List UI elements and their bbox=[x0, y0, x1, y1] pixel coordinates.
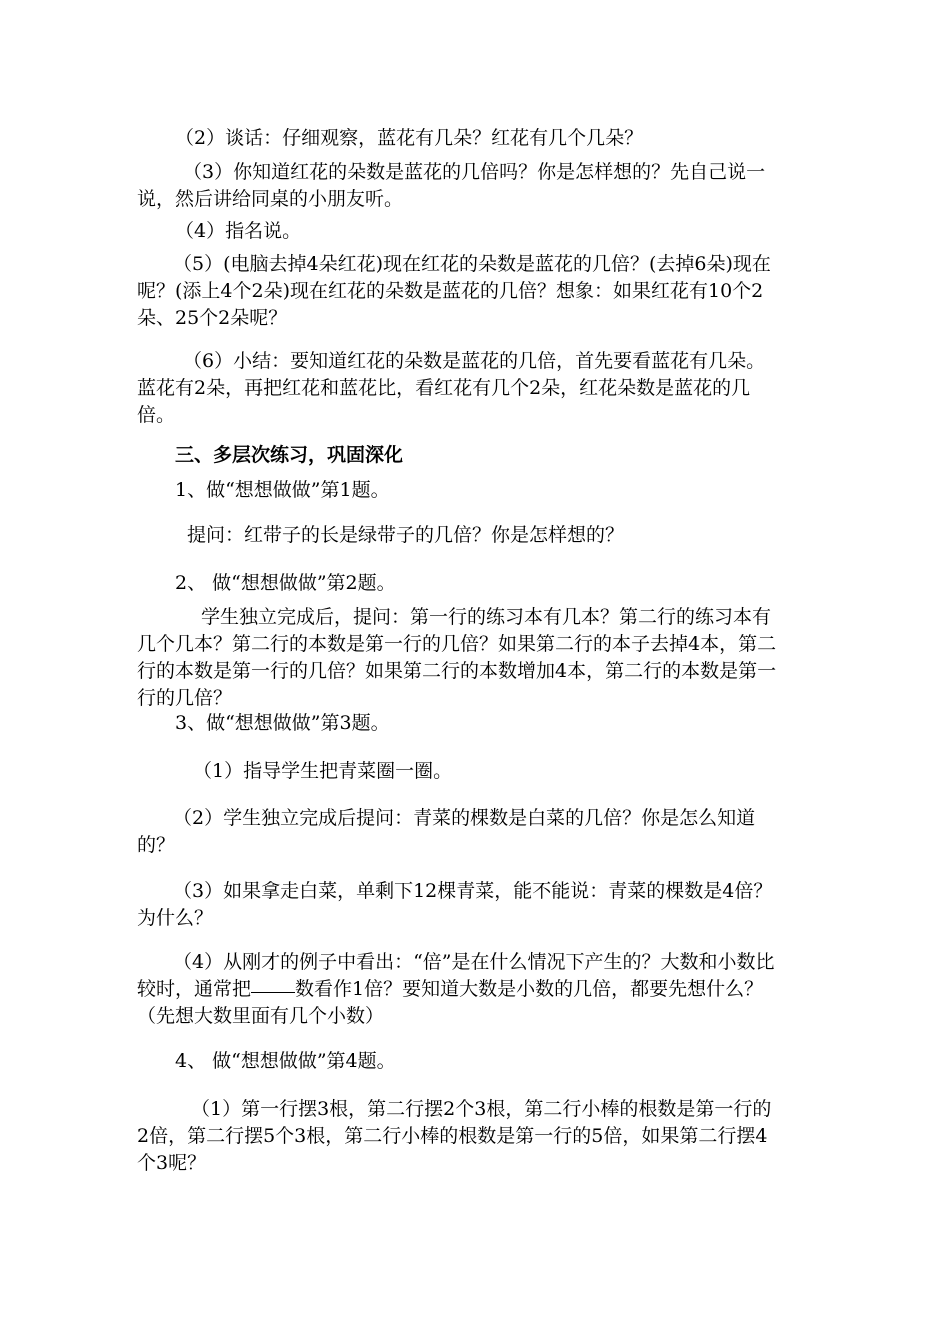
paragraph-exercise-3-step-1: （1）指导学生把青菜圈一圈。 bbox=[193, 760, 453, 782]
paragraph-exercise-3-step-2: （2）学生独立完成后提问：青菜的棵数是白菜的几倍？你是怎么知道的？ bbox=[137, 807, 756, 856]
paragraph-name-call: （4）指名说。 bbox=[175, 220, 302, 242]
paragraph-times-question: （3）你知道红花的朵数是蓝花的几倍吗？你是怎样想的？先自己说一说，然后讲给同桌的小朋友听。 bbox=[137, 161, 766, 210]
paragraph-exercise-1: 1、做“想想做做”第1题。 bbox=[175, 479, 390, 501]
paragraph-exercise-4: 4、 做“想想做做”第4题。 bbox=[175, 1050, 396, 1072]
paragraph-exercise-4-step-1: （1）第一行摆3根，第二行摆2个3根，第二行小棒的根数是第一行的2倍，第二行摆5个3根，第二行小棒的根数是第一行的5倍，如果第二行摆4个3呢？ bbox=[137, 1098, 772, 1174]
section-heading-practice: 三、多层次练习，巩固深化 bbox=[175, 444, 404, 466]
paragraph-step-4-part-b: 数看作1倍？要知道大数是小数的几倍，都要先想什么？（先想大数里面有几个小数） bbox=[137, 978, 764, 1027]
paragraph-exercise-3-step-4 bbox=[137, 949, 777, 1030]
paragraph-step-4-part-a: （4）从刚才的例子中看出：“倍”是在什么情况下产生的？大数和小数比较时，通常把 bbox=[137, 951, 775, 1000]
paragraph-exercise-2-questions: 学生独立完成后，提问：第一行的练习本有几本？第二行的练习本有几个几本？第二行的本数是第一行的几倍？如果第二行的本子去掉4本，第二行的本数是第一行的几倍？如果第二行的本数增加4本，第二行的本数是第一行的几倍？ bbox=[137, 606, 777, 709]
paragraph-summary: （6）小结：要知道红花的朵数是蓝花的几倍，首先要看蓝花有几朵。蓝花有2朵，再把红花和蓝花比，看红花有几个2朵，红花朵数是蓝花的几倍。 bbox=[137, 350, 766, 426]
paragraph-exercise-1-question: 提问：红带子的长是绿带子的几倍？你是怎样想的？ bbox=[187, 524, 625, 546]
paragraph-exercise-3: 3、做“想想做做”第3题。 bbox=[175, 712, 390, 734]
paragraph-computer-remove: （5）(电脑去掉4朵红花)现在红花的朵数是蓝花的几倍？(去掉6朵)现在呢？(添上4个2朵)现在红花的朵数是蓝花的几倍？想象：如果红花有10个2朵、25个2朵呢？ bbox=[137, 253, 771, 329]
paragraph-exercise-3-step-3: （3）如果拿走白菜，单剩下12棵青菜，能不能说：青菜的棵数是4倍？为什么？ bbox=[137, 880, 773, 929]
paragraph-exercise-2: 2、 做“想想做做”第2题。 bbox=[175, 572, 396, 594]
fill-in-blank bbox=[251, 991, 295, 993]
paragraph-talk: （2）谈话：仔细观察，蓝花有几朵？红花有几个几朵？ bbox=[175, 127, 644, 149]
